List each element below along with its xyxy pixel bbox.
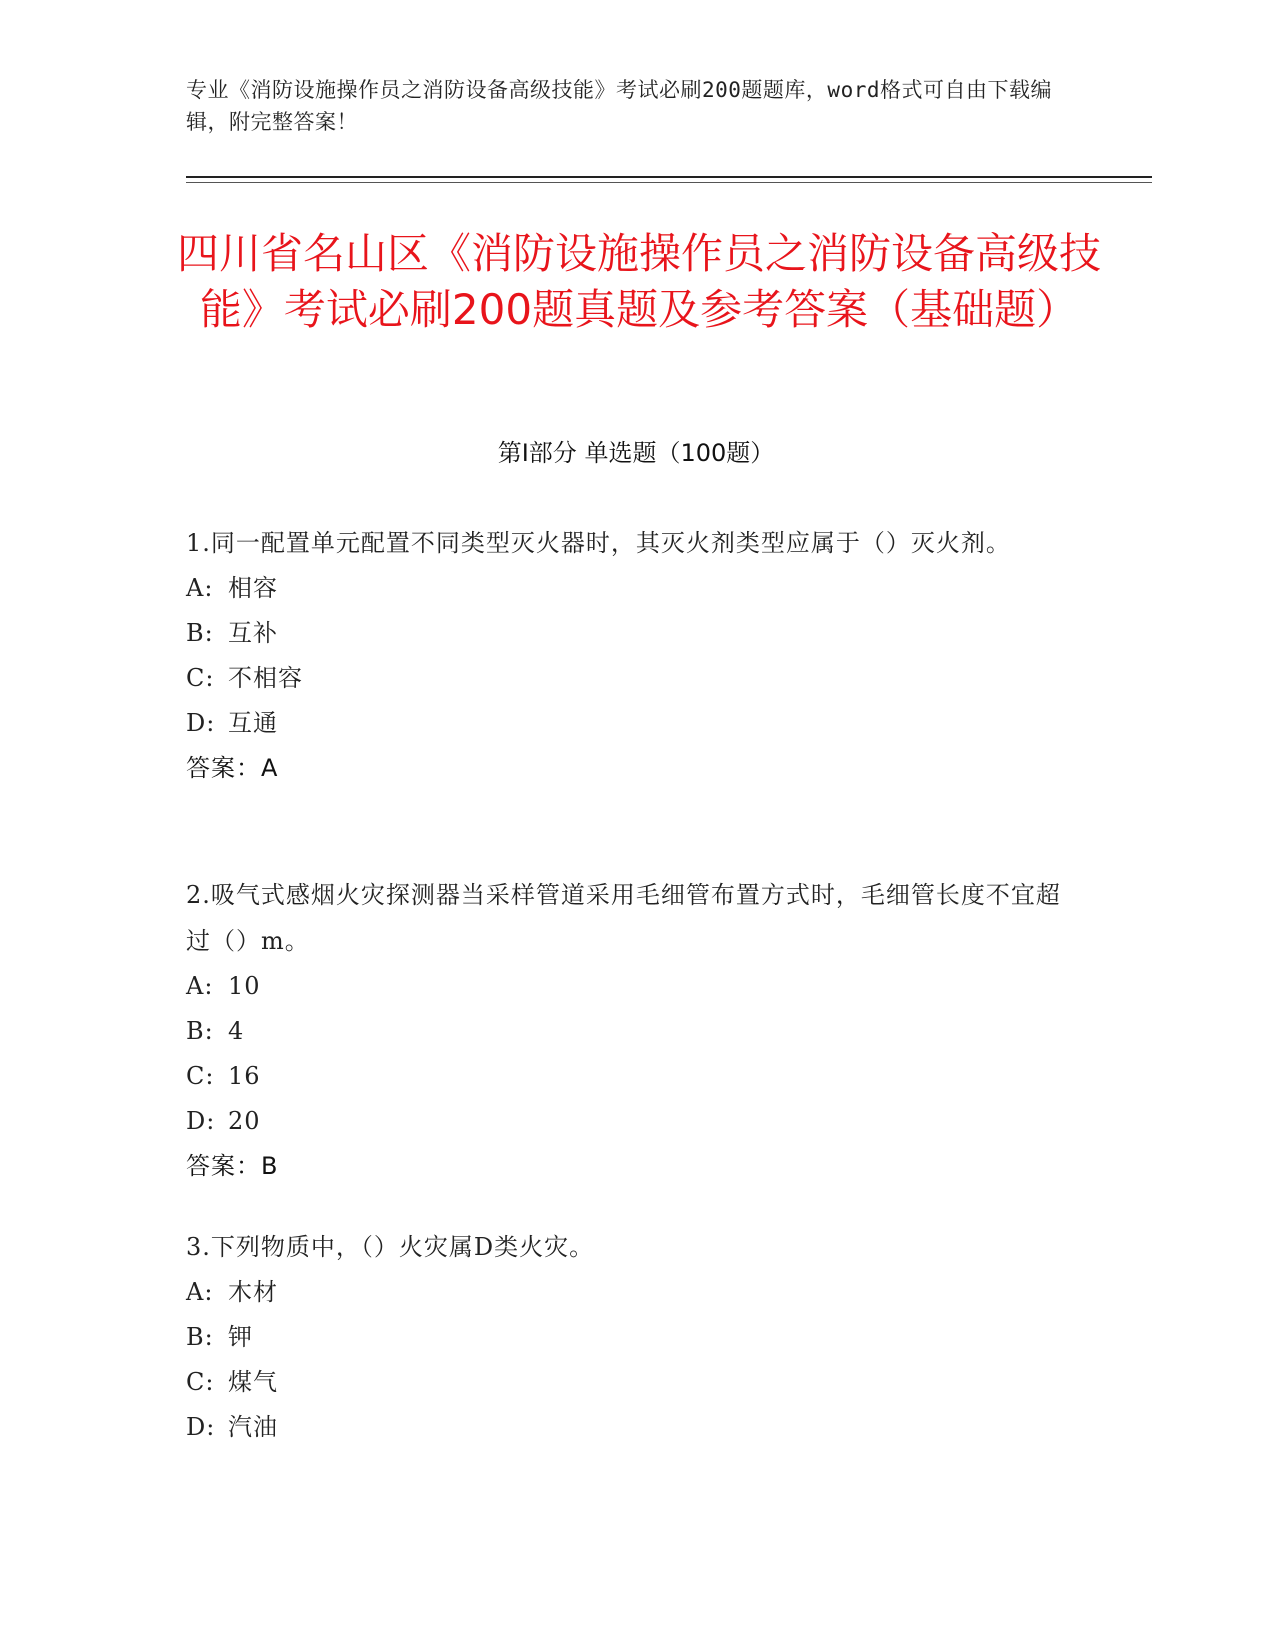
option-letter: B: [186,619,214,647]
option-letter: B: [186,1323,214,1351]
option-text: 相容 [228,574,278,602]
option-text: 汽油 [228,1413,278,1441]
option-c [186,656,1066,701]
question-stem: 1.同一配置单元配置不同类型灭火器时，其灭火剂类型应属于（）灭火剂。 [186,529,1011,557]
option-letter: A: [186,574,214,602]
option-letter: D: [186,709,216,737]
option-letter: B: [186,1017,214,1045]
option-letter: A: [186,1278,214,1306]
option-letter: C: [186,664,215,692]
option-text: 20 [228,1107,261,1135]
section-title: 第I部分 单选题（100题） [497,439,775,467]
option-d [186,701,1066,746]
option-a [186,566,1066,611]
option-text: 互补 [228,619,278,647]
header-divider-thin [186,182,1152,183]
option-text: 不相容 [228,664,303,692]
option-text: 互通 [228,709,278,737]
option-text: 木材 [228,1278,278,1306]
question-2 [186,872,1066,1189]
option-text: 16 [228,1062,261,1090]
option-a [186,1270,1066,1315]
option-text: 煤气 [228,1368,278,1396]
option-b [186,611,1066,656]
question-1 [186,520,1066,791]
option-letter: D: [186,1413,216,1441]
option-c [186,1054,1066,1099]
question-3 [186,1224,1066,1450]
option-text: 4 [228,1017,245,1045]
option-b [186,1315,1066,1360]
header-divider [186,176,1152,178]
option-a [186,964,1066,1009]
answer-line: 答案：B [186,1152,279,1180]
document-title: 四川省名山区《消防设施操作员之消防设备高级技能》考试必刷200题真题及参考答案（基础题） [176,229,1101,334]
option-b [186,1009,1066,1054]
option-d [186,1405,1066,1450]
option-d [186,1099,1066,1144]
question-stem: 2.吸气式感烟火灾探测器当采样管道采用毛细管布置方式时，毛细管长度不宜超过（）m。 [186,881,1061,955]
option-letter: A: [186,972,214,1000]
option-text: 钾 [228,1323,253,1351]
option-letter: C: [186,1062,215,1090]
option-c [186,1360,1066,1405]
option-text: 10 [228,972,261,1000]
option-letter: C: [186,1368,215,1396]
option-letter: D: [186,1107,216,1135]
answer-line: 答案：A [186,754,279,782]
header-note: 专业《消防设施操作员之消防设备高级技能》考试必刷200题题库，word格式可自由下载编辑，附完整答案！ [186,78,1052,134]
question-stem: 3.下列物质中，（）火灾属D类火灾。 [186,1233,595,1261]
